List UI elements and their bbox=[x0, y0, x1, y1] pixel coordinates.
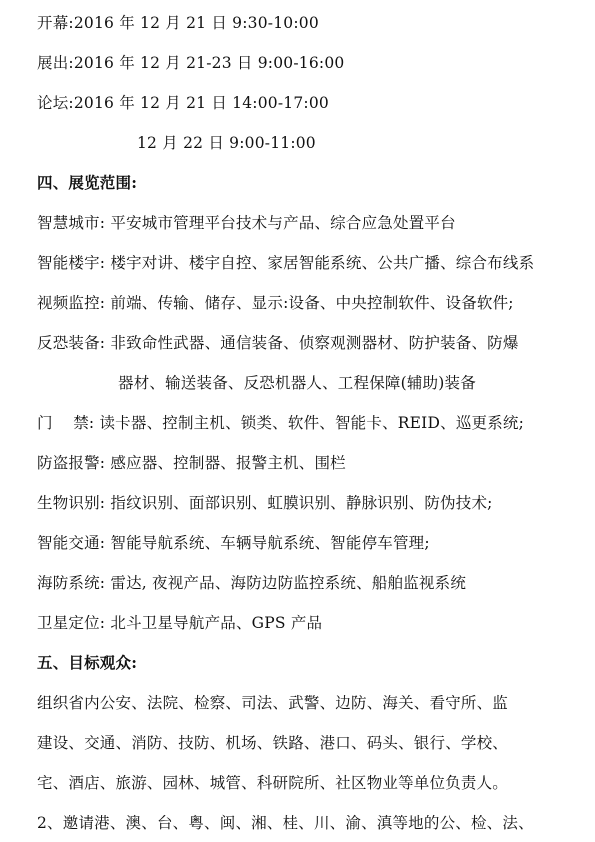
scope-item bbox=[37, 213, 456, 233]
scope-item-text: 非致命性武器、通信装备、侦察观测器材、防护装备、防爆 bbox=[110, 334, 519, 352]
scope-item-label: 门 禁: bbox=[37, 414, 95, 432]
scope-item bbox=[37, 533, 430, 553]
scope-item-text: 指纹识别、面部识别、虹膜识别、静脉识别、防伪技术; bbox=[110, 494, 493, 512]
section4-heading: 四、展览范围: bbox=[37, 173, 138, 192]
scope-item-continuation bbox=[118, 373, 476, 393]
scope-item bbox=[37, 573, 466, 593]
scope-item-label: 智能楼宇: bbox=[37, 254, 106, 272]
scope-item bbox=[37, 613, 322, 633]
scope-item-label: 卫星定位: bbox=[37, 614, 106, 632]
audience-line: 组织省内公安、法院、检察、司法、武警、边防、海关、看守所、监 bbox=[37, 694, 509, 712]
scope-item-text: 感应器、控制器、报警主机、围栏 bbox=[110, 454, 346, 472]
scope-item-label: 海防系统: bbox=[37, 574, 106, 592]
section5-heading: 五、目标观众: bbox=[37, 653, 138, 672]
scope-item-text: 读卡器、控制主机、锁类、软件、智能卡、REID、巡更系统; bbox=[99, 414, 525, 432]
scope-item-label: 智慧城市: bbox=[37, 214, 106, 232]
scope-item-text: 平安城市管理平台技术与产品、综合应急处置平台 bbox=[110, 214, 456, 232]
exhibition-time: 展出:2016 年 12 月 21-23 日 9:00-16:00 bbox=[37, 54, 345, 72]
scope-item-text: 智能导航系统、车辆导航系统、智能停车管理; bbox=[110, 534, 430, 552]
scope-item-label: 视频监控: bbox=[37, 294, 106, 312]
scope-item-text: 雷达, 夜视产品、海防边防监控系统、船舶监视系统 bbox=[110, 574, 467, 592]
scope-item bbox=[37, 493, 493, 513]
scope-item bbox=[37, 333, 519, 353]
scope-item bbox=[37, 413, 524, 433]
scope-item-text: 前端、传输、储存、显示:设备、中央控制软件、设备软件; bbox=[110, 294, 514, 312]
forum-time-day2: 12 月 22 日 9:00-11:00 bbox=[137, 134, 316, 152]
scope-item-label: 防盗报警: bbox=[37, 454, 106, 472]
forum-time: 论坛:2016 年 12 月 21 日 14:00-17:00 bbox=[37, 94, 329, 112]
audience-line: 建设、交通、消防、技防、机场、铁路、港口、码头、银行、学校、 bbox=[37, 734, 509, 752]
audience-line: 2、邀请港、澳、台、粤、闽、湘、桂、川、渝、滇等地的公、检、法、 bbox=[37, 814, 534, 832]
scope-item-text: 楼宇对讲、楼宇自控、家居智能系统、公共广播、综合布线系 bbox=[110, 254, 535, 272]
scope-item-label: 反恐装备: bbox=[37, 334, 106, 352]
scope-item-text: 北斗卫星导航产品、GPS 产品 bbox=[110, 614, 323, 632]
scope-item-text: 器材、输送装备、反恐机器人、工程保障(辅助)装备 bbox=[118, 374, 476, 392]
scope-item bbox=[37, 453, 346, 473]
audience-line: 宅、酒店、旅游、园林、城管、科研院所、社区物业等单位负责人。 bbox=[37, 774, 509, 792]
scope-item bbox=[37, 293, 514, 313]
scope-item-label: 智能交通: bbox=[37, 534, 106, 552]
scope-item bbox=[37, 253, 534, 273]
scope-item-label: 生物识别: bbox=[37, 494, 106, 512]
opening-time: 开幕:2016 年 12 月 21 日 9:30-10:00 bbox=[37, 14, 319, 32]
